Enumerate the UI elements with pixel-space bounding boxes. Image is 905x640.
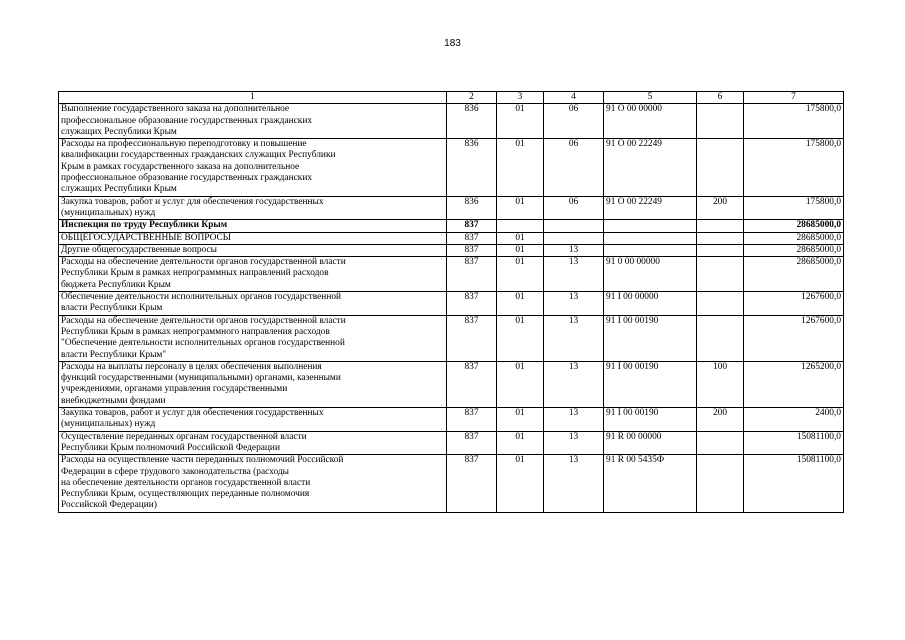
ministry-code: 837	[447, 431, 497, 455]
row-description: Инспекция по труду Республики Крым	[59, 220, 447, 232]
table-row	[59, 431, 844, 455]
subsection-code: 13	[544, 257, 604, 292]
section-code: 01	[497, 257, 544, 292]
section-code: 01	[497, 431, 544, 455]
ministry-code: 837	[447, 257, 497, 292]
ministry-code: 837	[447, 232, 497, 244]
target-article-code: 91 R 00 00000	[604, 431, 697, 455]
amount: 28685000,0	[744, 244, 844, 256]
row-description: Другие общегосударственные вопросы	[59, 244, 447, 256]
amount: 175800,0	[744, 196, 844, 220]
table-row	[59, 244, 844, 256]
target-article-code	[604, 244, 697, 256]
ministry-code: 836	[447, 139, 497, 196]
section-code: 01	[497, 408, 544, 432]
amount: 15081100,0	[744, 455, 844, 512]
section-code: 01	[497, 232, 544, 244]
target-article-code: 91 I 00 00190	[604, 315, 697, 361]
expense-type-code	[697, 315, 744, 361]
header-cell: 6	[697, 92, 744, 104]
amount: 1267600,0	[744, 292, 844, 316]
subsection-code: 06	[544, 196, 604, 220]
subsection-code	[544, 220, 604, 232]
table-row	[59, 408, 844, 432]
amount: 1265200,0	[744, 361, 844, 407]
expense-type-code: 200	[697, 196, 744, 220]
table-header-row	[59, 92, 844, 104]
section-code: 01	[497, 315, 544, 361]
header-cell: 7	[744, 92, 844, 104]
ministry-code: 837	[447, 292, 497, 316]
expense-type-code	[697, 220, 744, 232]
table-row	[59, 232, 844, 244]
expense-type-code	[697, 104, 744, 139]
section-code: 01	[497, 244, 544, 256]
subsection-code: 06	[544, 139, 604, 196]
target-article-code: 91 О 00 00000	[604, 104, 697, 139]
row-description: Расходы на профессиональную переподготовку и повышение квалификации государственных гражданских служащих Республики Крым в рамках государственного заказа на дополнительное профессиональное образование государственных гражданских служащих Республики Крым	[59, 139, 447, 196]
target-article-code: 91 I 00 00000	[604, 292, 697, 316]
section-code: 01	[497, 104, 544, 139]
amount: 175800,0	[744, 104, 844, 139]
target-article-code: 91 0 00 00000	[604, 257, 697, 292]
row-description: ОБЩЕГОСУДАРСТВЕННЫЕ ВОПРОСЫ	[59, 232, 447, 244]
subsection-code: 13	[544, 408, 604, 432]
subsection-code: 13	[544, 431, 604, 455]
header-cell: 4	[544, 92, 604, 104]
amount: 175800,0	[744, 139, 844, 196]
target-article-code	[604, 232, 697, 244]
expense-type-code	[697, 232, 744, 244]
subsection-code: 13	[544, 292, 604, 316]
table-row	[59, 257, 844, 292]
row-description: Расходы на обеспечение деятельности органов государственной власти Республики Крым в рамках непрограммных направлений расходов бюджета Республики Крым	[59, 257, 447, 292]
expense-type-code	[697, 244, 744, 256]
row-description: Расходы на осуществление части переданных полномочий Российской Федерации в сфере трудового законодательства (расходы на обеспечение деятельности органов государственной власти Республики Крым, осуществляющих переданные полномочия Российской Федерации)	[59, 455, 447, 512]
target-article-code: 91 О 00 22249	[604, 196, 697, 220]
subsection-code: 06	[544, 104, 604, 139]
expense-type-code	[697, 257, 744, 292]
section-code: 01	[497, 139, 544, 196]
table-body	[59, 92, 844, 513]
table-row	[59, 315, 844, 361]
amount: 1267600,0	[744, 315, 844, 361]
target-article-code: 91 I 00 00190	[604, 408, 697, 432]
table-row	[59, 220, 844, 232]
ministry-code: 836	[447, 104, 497, 139]
expense-type-code	[697, 292, 744, 316]
row-description: Закупка товаров, работ и услуг для обеспечения государственных (муниципальных) нужд	[59, 408, 447, 432]
row-description: Расходы на выплаты персоналу в целях обеспечения выполнения функций государственными (муниципальными) органами, казенными учреждениями, органами управления государственными внебюджетными фондами	[59, 361, 447, 407]
page-number: 183	[444, 38, 461, 49]
expense-type-code: 200	[697, 408, 744, 432]
target-article-code: 91 R 00 5435Ф	[604, 455, 697, 512]
table-row	[59, 361, 844, 407]
target-article-code: 91 О 00 22249	[604, 139, 697, 196]
header-cell: 2	[447, 92, 497, 104]
table-row	[59, 196, 844, 220]
ministry-code: 837	[447, 220, 497, 232]
subsection-code: 13	[544, 455, 604, 512]
target-article-code: 91 I 00 00190	[604, 361, 697, 407]
target-article-code	[604, 220, 697, 232]
section-code: 01	[497, 455, 544, 512]
section-code: 01	[497, 196, 544, 220]
amount: 15081100,0	[744, 431, 844, 455]
ministry-code: 837	[447, 315, 497, 361]
header-cell: 3	[497, 92, 544, 104]
header-cell: 5	[604, 92, 697, 104]
expense-type-code	[697, 455, 744, 512]
ministry-code: 837	[447, 361, 497, 407]
amount: 2400,0	[744, 408, 844, 432]
row-description: Осуществление переданных органам государственной власти Республики Крым полномочий Российской Федерации	[59, 431, 447, 455]
expense-type-code: 100	[697, 361, 744, 407]
subsection-code: 13	[544, 244, 604, 256]
subsection-code: 13	[544, 361, 604, 407]
ministry-code: 837	[447, 408, 497, 432]
ministry-code: 837	[447, 244, 497, 256]
table-row	[59, 455, 844, 512]
expense-type-code	[697, 139, 744, 196]
amount: 28685000,0	[744, 232, 844, 244]
ministry-code: 837	[447, 455, 497, 512]
table-row	[59, 104, 844, 139]
subsection-code: 13	[544, 315, 604, 361]
row-description: Расходы на обеспечение деятельности органов государственной власти Республики Крым в рамках непрограммного направления расходов "Обеспечение деятельности исполнительных органов государственной власти Республики Крым"	[59, 315, 447, 361]
budget-table	[58, 91, 844, 513]
amount: 28685000,0	[744, 220, 844, 232]
header-cell: 1	[59, 92, 447, 104]
table-row	[59, 292, 844, 316]
table-row	[59, 139, 844, 196]
row-description: Закупка товаров, работ и услуг для обеспечения государственных (муниципальных) нужд	[59, 196, 447, 220]
row-description: Обеспечение деятельности исполнительных органов государственной власти Республики Крым	[59, 292, 447, 316]
amount: 28685000,0	[744, 257, 844, 292]
expense-type-code	[697, 431, 744, 455]
section-code: 01	[497, 292, 544, 316]
section-code	[497, 220, 544, 232]
section-code: 01	[497, 361, 544, 407]
ministry-code: 836	[447, 196, 497, 220]
row-description: Выполнение государственного заказа на дополнительное профессиональное образование государственных гражданских служащих Республики Крым	[59, 104, 447, 139]
subsection-code	[544, 232, 604, 244]
